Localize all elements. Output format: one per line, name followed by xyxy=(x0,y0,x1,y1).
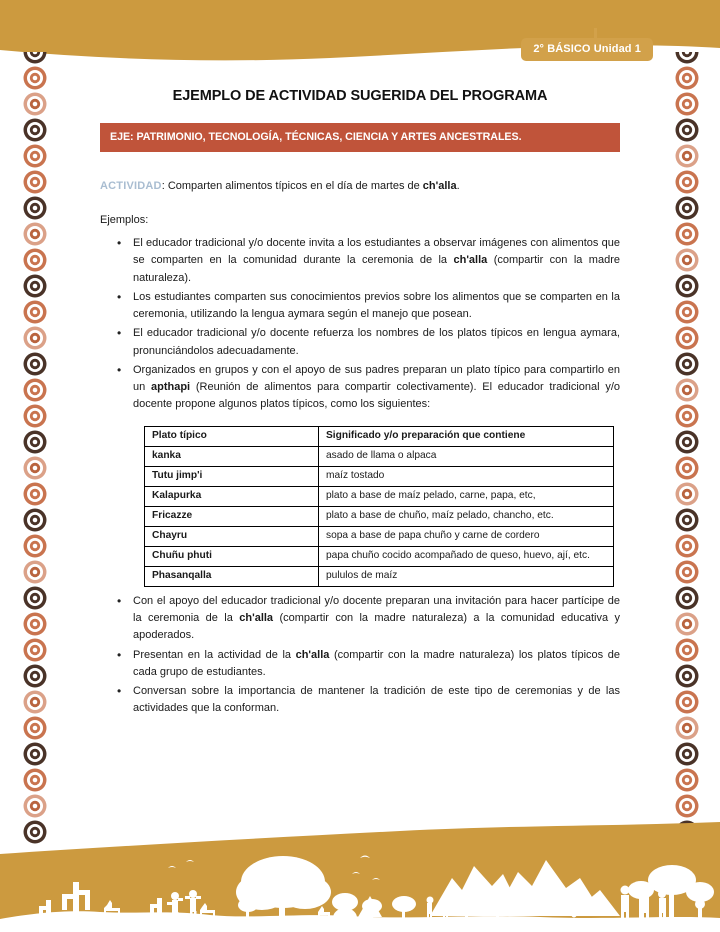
list-item xyxy=(100,289,620,324)
border-ring-motif xyxy=(24,795,47,818)
border-ring-motif xyxy=(24,717,47,740)
examples-label: Ejemplos: xyxy=(100,214,149,227)
table-row xyxy=(145,486,614,506)
border-ring-motif xyxy=(676,769,699,792)
bullet-list-before-table xyxy=(100,235,620,414)
bullet-keyword: ch'alla xyxy=(453,254,488,267)
table-row xyxy=(145,526,614,546)
list-item xyxy=(100,593,620,645)
bullet-text-tail: (compartir con la madre naturaleza) los platos típicos de cada grupo de estudiantes. xyxy=(133,648,620,678)
border-ring-motif xyxy=(676,717,699,740)
bullet-text-tail: (compartir con la madre naturaleza). xyxy=(133,254,620,284)
cell-dish-name: Fricazze xyxy=(145,506,319,526)
dish-table-wrapper xyxy=(144,426,620,587)
bullet-text: El educador tradicional y/o docente invita a los estudiantes a observar imágenes con alimentos que se comparten en la comunidad durante la ceremonia de la xyxy=(133,237,620,267)
bullet-text: Conversan sobre la importancia de mantener la tradición de este tipo de ceremonias y de las actividades que la conforman. xyxy=(133,685,620,715)
bullet-keyword: apthapi xyxy=(151,381,191,394)
border-ring-motif xyxy=(676,795,699,818)
table-header-row xyxy=(145,426,614,446)
border-ring-motif xyxy=(24,743,47,766)
list-item xyxy=(100,647,620,682)
bullet-text-tail: (Reunión de alimentos para compartir colectivamente). El educador tradicional y/o docente propone algunos platos típicos, como los siguientes: xyxy=(133,381,620,411)
cell-dish-meaning: pululos de maíz xyxy=(319,566,614,586)
activity-text-after: . xyxy=(456,180,460,192)
list-item xyxy=(100,235,620,287)
bullet-list-after-table xyxy=(100,593,620,718)
cell-dish-meaning: sopa a base de papa chuño y carne de cordero xyxy=(319,526,614,546)
cell-dish-meaning: papa chuño cocido acompañado de queso, huevo, ají, etc. xyxy=(319,546,614,566)
bullet-keyword: ch'alla xyxy=(295,648,330,661)
cell-dish-meaning: maíz tostado xyxy=(319,466,614,486)
bullet-text: Con el apoyo del educador tradicional y/o docente preparan una invitación para hacer partícipe de la ceremonia de la xyxy=(133,594,620,625)
border-ring-motif xyxy=(24,769,47,792)
bullet-text: Organizados en grupos y con el apoyo de sus padres preparan un plato típico para compartirlo en un xyxy=(133,363,620,394)
cell-dish-name: Tutu jimp'i xyxy=(145,466,319,486)
bullet-text: Presentan en la actividad de la xyxy=(133,648,296,661)
eje-banner: EJE: PATRIMONIO, TECNOLOGÍA, TÉCNICAS, CIENCIA Y ARTES ANCESTRALES. xyxy=(100,123,620,152)
cell-dish-meaning: plato a base de maíz pelado, carne, papa, etc, xyxy=(319,486,614,506)
cell-dish-meaning: asado de llama o alpaca xyxy=(319,446,614,466)
activity-line xyxy=(100,178,620,195)
table-row xyxy=(145,446,614,466)
cell-dish-name: kanka xyxy=(145,446,319,466)
cell-dish-name: Chayru xyxy=(145,526,319,546)
table-row xyxy=(145,466,614,486)
cell-dish-name: Kalapurka xyxy=(145,486,319,506)
table-row xyxy=(145,506,614,526)
unit-badge: 2° BÁSICO Unidad 1 xyxy=(521,38,653,61)
border-ring-motif xyxy=(676,743,699,766)
body-area xyxy=(100,178,620,718)
table-header-dish: Plato típico xyxy=(145,426,319,446)
typical-dishes-table xyxy=(144,426,614,587)
cell-dish-meaning: plato a base de chuño, maíz pelado, chancho, etc. xyxy=(319,506,614,526)
bullet-text: Los estudiantes comparten sus conocimientos previos sobre los alimentos que se comparten en la ceremonia, utilizando la lengua aymara según el manejo que posean. xyxy=(133,290,620,321)
activity-label: ACTIVIDAD xyxy=(100,180,162,192)
page-title: EJEMPLO DE ACTIVIDAD SUGERIDA DEL PROGRAMA xyxy=(172,88,548,104)
cell-dish-name: Phasanqalla xyxy=(145,566,319,586)
bottom-landscape-band xyxy=(0,820,720,932)
table-row xyxy=(145,546,614,566)
bullet-text-tail: (compartir con la madre naturaleza) a la comunidad educativa y apoderados. xyxy=(133,612,620,642)
list-item xyxy=(100,325,620,360)
activity-text-before: Comparten alimentos típicos en el día de martes de xyxy=(167,180,423,192)
activity-keyword: ch'alla xyxy=(422,180,457,192)
table-row xyxy=(145,566,614,586)
activity-separator: : xyxy=(161,180,168,192)
list-item xyxy=(100,362,620,414)
bullet-keyword: ch'alla xyxy=(239,612,274,625)
list-item xyxy=(100,683,620,718)
bullet-text: El educador tradicional y/o docente refuerza los nombres de los platos típicos en lengua aymara, pronunciándolos adecuadamente. xyxy=(133,327,620,357)
table-header-meaning: Significado y/o preparación que contiene xyxy=(319,426,614,446)
cell-dish-name: Chuñu phuti xyxy=(145,546,319,566)
